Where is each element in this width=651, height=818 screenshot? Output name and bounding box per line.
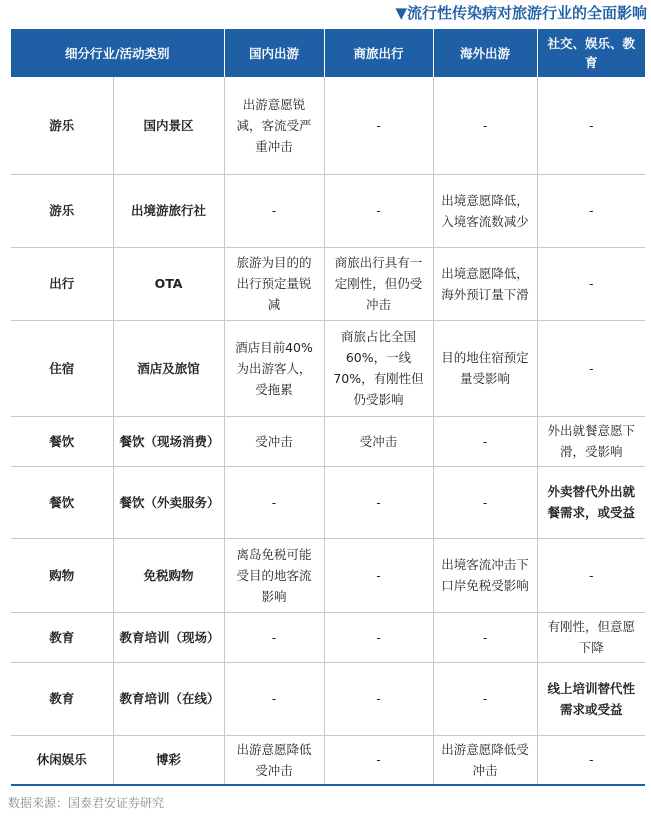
cell-business: - xyxy=(324,538,433,612)
cell-social: - xyxy=(537,538,645,612)
cell-business: 受冲击 xyxy=(324,416,433,466)
cell-overseas: 出游意愿降低受冲击 xyxy=(433,735,537,785)
cell-social: - xyxy=(537,735,645,785)
row-subcategory: 餐饮（现场消费） xyxy=(113,416,224,466)
row-category: 教育 xyxy=(11,662,113,735)
row-subcategory: 酒店及旅馆 xyxy=(113,320,224,416)
cell-domestic: 旅游为目的的出行预定量锐减 xyxy=(224,247,324,320)
table-title: ▼流行性传染病对旅游行业的全面影响 xyxy=(395,4,647,22)
row-subcategory: OTA xyxy=(113,247,224,320)
cell-domestic: - xyxy=(224,612,324,662)
table-row xyxy=(11,662,645,735)
row-subcategory: 教育培训（在线） xyxy=(113,662,224,735)
row-subcategory: 国内景区 xyxy=(113,77,224,174)
cell-domestic: 受冲击 xyxy=(224,416,324,466)
cell-overseas: - xyxy=(433,612,537,662)
cell-domestic: - xyxy=(224,174,324,247)
impact-table xyxy=(11,29,645,786)
cell-overseas: 出境客流冲击下口岸免税受影响 xyxy=(433,538,537,612)
row-subcategory: 博彩 xyxy=(113,735,224,785)
cell-business: 商旅出行具有一定刚性，但仍受冲击 xyxy=(324,247,433,320)
table-row xyxy=(11,174,645,247)
cell-overseas: - xyxy=(433,662,537,735)
cell-overseas: - xyxy=(433,416,537,466)
cell-overseas: - xyxy=(433,466,537,538)
table-row xyxy=(11,612,645,662)
header-row xyxy=(11,29,645,77)
cell-business: 商旅占比全国60%，一线70%，有刚性但仍受影响 xyxy=(324,320,433,416)
row-category: 教育 xyxy=(11,612,113,662)
table-row xyxy=(11,320,645,416)
row-subcategory: 出境游旅行社 xyxy=(113,174,224,247)
data-source-note: 数据来源：国泰君安证券研究 xyxy=(8,796,165,810)
table-row xyxy=(11,416,645,466)
impact-table-container xyxy=(11,29,645,786)
table-row xyxy=(11,538,645,612)
cell-domestic: - xyxy=(224,662,324,735)
cell-business: - xyxy=(324,466,433,538)
row-category: 游乐 xyxy=(11,174,113,247)
cell-social: - xyxy=(537,247,645,320)
table-row xyxy=(11,77,645,174)
cell-business: - xyxy=(324,662,433,735)
cell-overseas: 出境意愿降低，海外预订量下滑 xyxy=(433,247,537,320)
row-subcategory: 餐饮（外卖服务） xyxy=(113,466,224,538)
cell-business: - xyxy=(324,735,433,785)
header-col-business: 商旅出行 xyxy=(324,29,433,77)
cell-domestic: 酒店目前40%为出游客人，受拖累 xyxy=(224,320,324,416)
row-subcategory: 教育培训（现场） xyxy=(113,612,224,662)
row-category: 休闲娱乐 xyxy=(11,735,113,785)
table-row xyxy=(11,247,645,320)
table-row xyxy=(11,466,645,538)
cell-domestic: 离岛免税可能受目的地客流影响 xyxy=(224,538,324,612)
cell-domestic: - xyxy=(224,466,324,538)
row-category: 游乐 xyxy=(11,77,113,174)
cell-business: - xyxy=(324,612,433,662)
row-category: 餐饮 xyxy=(11,466,113,538)
row-category: 餐饮 xyxy=(11,416,113,466)
cell-business: - xyxy=(324,77,433,174)
row-subcategory: 免税购物 xyxy=(113,538,224,612)
cell-social: - xyxy=(537,320,645,416)
cell-overseas: 目的地住宿预定量受影响 xyxy=(433,320,537,416)
cell-social: 有刚性，但意愿下降 xyxy=(537,612,645,662)
cell-overseas: 出境意愿降低，入境客流数减少 xyxy=(433,174,537,247)
cell-business: - xyxy=(324,174,433,247)
cell-social: - xyxy=(537,77,645,174)
row-category: 购物 xyxy=(11,538,113,612)
cell-overseas: - xyxy=(433,77,537,174)
header-category: 细分行业/活动类别 xyxy=(11,29,224,77)
row-category: 出行 xyxy=(11,247,113,320)
cell-social: 线上培训替代性需求或受益 xyxy=(537,662,645,735)
header-col-domestic: 国内出游 xyxy=(224,29,324,77)
header-col-social: 社交、娱乐、教育 xyxy=(537,29,645,77)
table-row xyxy=(11,735,645,785)
cell-domestic: 出游意愿锐减，客流受严重冲击 xyxy=(224,77,324,174)
cell-domestic: 出游意愿降低受冲击 xyxy=(224,735,324,785)
cell-social: 外卖替代外出就餐需求，或受益 xyxy=(537,466,645,538)
row-category: 住宿 xyxy=(11,320,113,416)
header-col-overseas: 海外出游 xyxy=(433,29,537,77)
cell-social: - xyxy=(537,174,645,247)
cell-social: 外出就餐意愿下滑，受影响 xyxy=(537,416,645,466)
